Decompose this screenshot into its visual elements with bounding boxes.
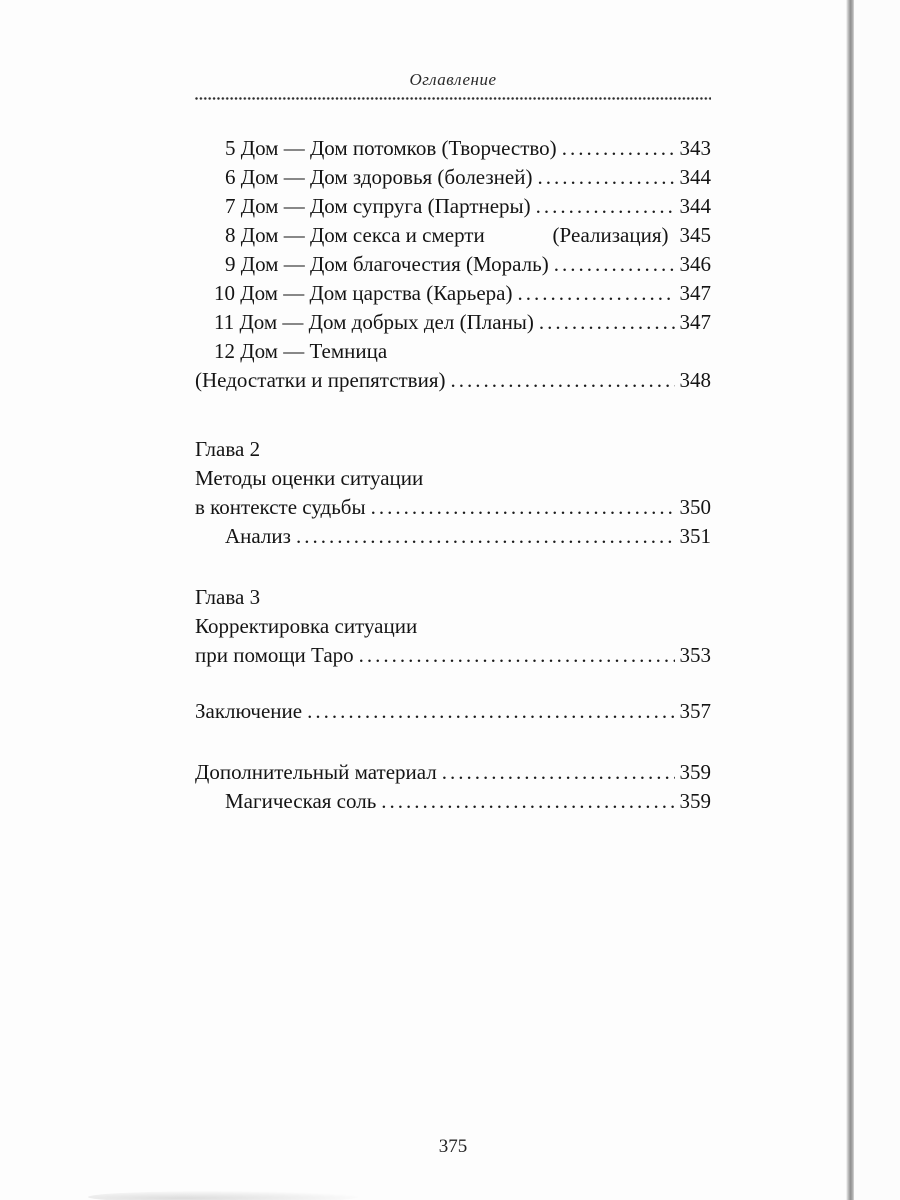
page-right-margin bbox=[854, 0, 900, 1200]
toc-row-title: в контексте судьбы bbox=[195, 495, 366, 519]
toc-page-number: 359 bbox=[679, 760, 711, 784]
toc-row bbox=[195, 583, 711, 612]
toc-section bbox=[195, 697, 711, 726]
folio-page-number: 375 bbox=[438, 1136, 468, 1157]
toc-list bbox=[195, 134, 711, 816]
toc-row-subtitle: (Реализация) bbox=[552, 223, 669, 247]
toc-row-title: Методы оценки ситуации bbox=[195, 466, 424, 490]
toc-page-number: 351 bbox=[679, 524, 711, 548]
toc-page-number: 345 bbox=[679, 223, 711, 247]
toc-row-title: 6 Дом — Дом здоровья (болезней) bbox=[225, 165, 533, 189]
toc-section bbox=[195, 758, 711, 816]
toc-row-title: 10 Дом — Дом царства (Карьера) bbox=[214, 281, 513, 305]
toc-section bbox=[195, 435, 711, 551]
toc-content bbox=[195, 71, 711, 816]
dot-leader bbox=[296, 522, 675, 551]
toc-row-title: Глава 3 bbox=[195, 585, 261, 609]
toc-row bbox=[195, 134, 711, 163]
toc-row bbox=[195, 192, 711, 221]
dot-leader bbox=[451, 366, 675, 395]
underlying-page-shadow bbox=[88, 1191, 358, 1200]
toc-page-number: 347 bbox=[679, 281, 711, 305]
dotted-divider bbox=[195, 97, 711, 100]
toc-page-number: 359 bbox=[679, 789, 711, 813]
toc-row bbox=[195, 493, 711, 522]
toc-row-title: 11 Дом — Дом добрых дел (Планы) bbox=[214, 310, 534, 334]
toc-page-number: 344 bbox=[679, 194, 711, 218]
toc-row bbox=[195, 221, 711, 250]
page-edge-line bbox=[846, 0, 854, 1200]
toc-row-title: (Недостатки и препятствия) bbox=[195, 368, 446, 392]
dot-leader bbox=[307, 697, 674, 726]
toc-row bbox=[195, 697, 711, 726]
running-head-title: Оглавление bbox=[409, 70, 497, 89]
toc-row bbox=[195, 308, 711, 337]
toc-row bbox=[195, 163, 711, 192]
toc-row-title: 5 Дом — Дом потомков (Творчество) bbox=[225, 136, 557, 160]
toc-page-number: 343 bbox=[679, 136, 711, 160]
toc-section bbox=[195, 134, 711, 395]
dot-leader bbox=[537, 163, 674, 192]
toc-row-title: Дополнительный материал bbox=[195, 760, 437, 784]
toc-row-title: Корректировка ситуации bbox=[195, 614, 418, 638]
toc-row bbox=[195, 641, 711, 670]
toc-row bbox=[195, 337, 711, 366]
toc-row bbox=[195, 464, 711, 493]
toc-page-number: 347 bbox=[679, 310, 711, 334]
toc-page-number: 348 bbox=[679, 368, 711, 392]
toc-row-title: Глава 2 bbox=[195, 437, 261, 461]
dot-leader bbox=[442, 758, 675, 787]
toc-row-title: 9 Дом — Дом благочестия (Мораль) bbox=[225, 252, 549, 276]
dot-leader bbox=[381, 787, 674, 816]
dot-leader bbox=[371, 493, 675, 522]
dot-leader bbox=[517, 279, 674, 308]
dot-leader bbox=[554, 250, 675, 279]
toc-page-number: 350 bbox=[679, 495, 711, 519]
dot-leader bbox=[359, 641, 675, 670]
dot-leader bbox=[536, 192, 675, 221]
toc-row-title: при помощи Таро bbox=[195, 643, 354, 667]
toc-page-number: 353 bbox=[679, 643, 711, 667]
toc-row bbox=[195, 250, 711, 279]
toc-row-title: 12 Дом — Темница bbox=[214, 339, 388, 363]
toc-row-title: 7 Дом — Дом супруга (Партнеры) bbox=[225, 194, 531, 218]
dot-leader bbox=[562, 134, 675, 163]
dot-leader bbox=[539, 308, 675, 337]
toc-row-title: Магическая соль bbox=[225, 789, 377, 813]
toc-row bbox=[195, 758, 711, 787]
toc-row bbox=[195, 435, 711, 464]
toc-row-title: 8 Дом — Дом секса и смерти bbox=[225, 223, 485, 247]
toc-page-number: 344 bbox=[679, 165, 711, 189]
toc-row bbox=[195, 279, 711, 308]
toc-row bbox=[195, 612, 711, 641]
toc-row-title: Анализ bbox=[225, 524, 291, 548]
toc-page-number: 357 bbox=[679, 699, 711, 723]
toc-section bbox=[195, 583, 711, 670]
toc-row-title: Заключение bbox=[195, 699, 303, 723]
toc-page-number: 346 bbox=[679, 252, 711, 276]
toc-row bbox=[195, 522, 711, 551]
toc-row bbox=[195, 366, 711, 395]
toc-row bbox=[195, 787, 711, 816]
